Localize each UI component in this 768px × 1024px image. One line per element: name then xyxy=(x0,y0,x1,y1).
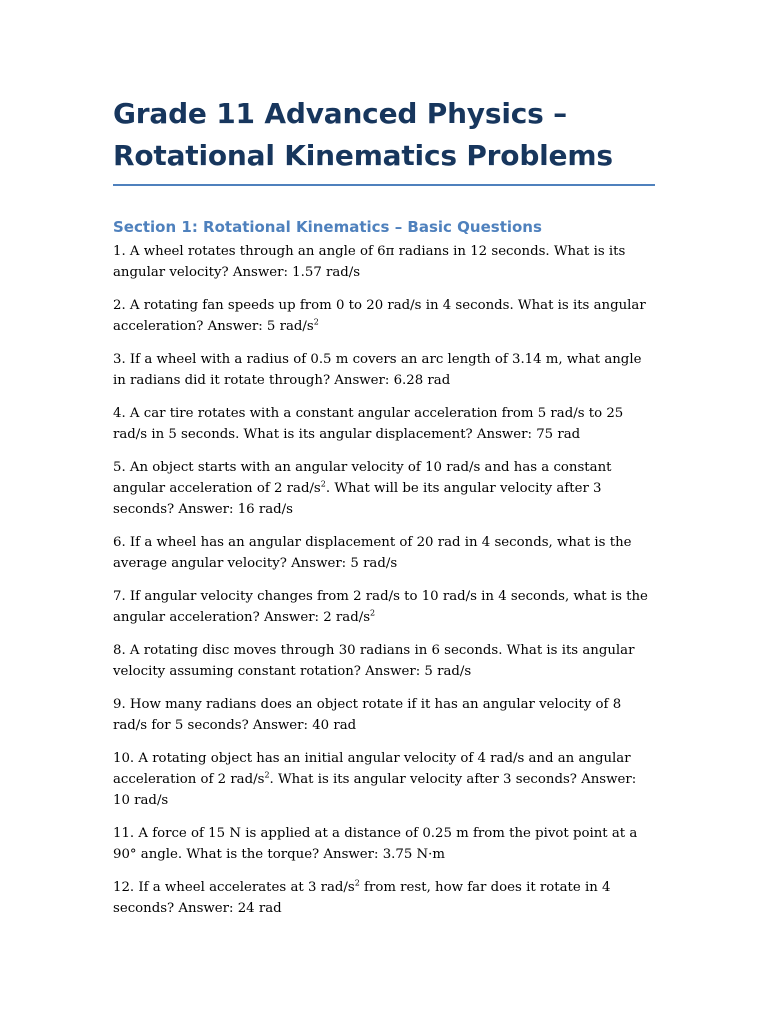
question-12-text-end: from rest, how far does it rotate in 4 seconds? Answer: 24 rad xyxy=(113,880,611,916)
question-11: 11. A force of 15 N is applied at a distance of 0.25 m from the pivot point at a 90° angle. What is the torque? Answer: 3.75 N·m xyxy=(113,826,638,862)
question-12 xyxy=(113,877,655,919)
exponent: 2 xyxy=(320,479,326,489)
question-3: 3. If a wheel with a radius of 0.5 m covers an arc length of 3.14 m, what angle in radians did it rotate through? Answer: 6.28 rad xyxy=(113,352,642,388)
exponent: 2 xyxy=(370,608,376,618)
exponent: 2 xyxy=(354,878,360,888)
section-heading: Section 1: Rotational Kinematics – Basic Questions xyxy=(113,218,542,236)
question-10-text: 10. A rotating object has an initial angular velocity of 4 rad/s and an angular acceleration of 2 rad/s xyxy=(113,751,631,787)
question-4: 4. A car tire rotates with a constant angular acceleration from 5 rad/s to 25 rad/s in 5 seconds. What is its angular displacement? Answer: 75 rad xyxy=(113,406,624,442)
question-2-text: 2. A rotating fan speeds up from 0 to 20 rad/s in 4 seconds. What is its angular acceleration? Answer: 5 rad/s xyxy=(113,298,646,334)
question-12-text: 12. If a wheel accelerates at 3 rad/s xyxy=(113,880,355,895)
question-5 xyxy=(113,457,655,520)
question-7-text: 7. If angular velocity changes from 2 rad/s to 10 rad/s in 4 seconds, what is the angular acceleration? Answer: 2 rad/s xyxy=(113,589,648,625)
exponent: 2 xyxy=(313,317,319,327)
question-10-text-end: . What is its angular velocity after 3 seconds? Answer: 10 rad/s xyxy=(113,772,637,808)
question-1: 1. A wheel rotates through an angle of 6π radians in 12 seconds. What is its angular velocity? Answer: 1.57 rad/s xyxy=(113,244,626,280)
question-2 xyxy=(113,295,655,337)
question-5-text-end: . What will be its angular velocity after 3 seconds? Answer: 16 rad/s xyxy=(113,481,602,517)
question-5-text: 5. An object starts with an angular velocity of 10 rad/s and has a constant angular acceleration of 2 rad/s xyxy=(113,460,612,496)
exponent: 2 xyxy=(264,770,270,780)
question-7 xyxy=(113,586,655,628)
question-6: 6. If a wheel has an angular displacement of 20 rad in 4 seconds, what is the average angular velocity? Answer: 5 rad/s xyxy=(113,535,632,571)
document-title: Grade 11 Advanced Physics – Rotational Kinematics Problems xyxy=(113,93,655,186)
question-10 xyxy=(113,748,655,811)
question-9: 9. How many radians does an object rotate if it has an angular velocity of 8 rad/s for 5 seconds? Answer: 40 rad xyxy=(113,697,622,733)
document-page xyxy=(113,93,655,931)
question-8: 8. A rotating disc moves through 30 radians in 6 seconds. What is its angular velocity assuming constant rotation? Answer: 5 rad/s xyxy=(113,643,635,679)
